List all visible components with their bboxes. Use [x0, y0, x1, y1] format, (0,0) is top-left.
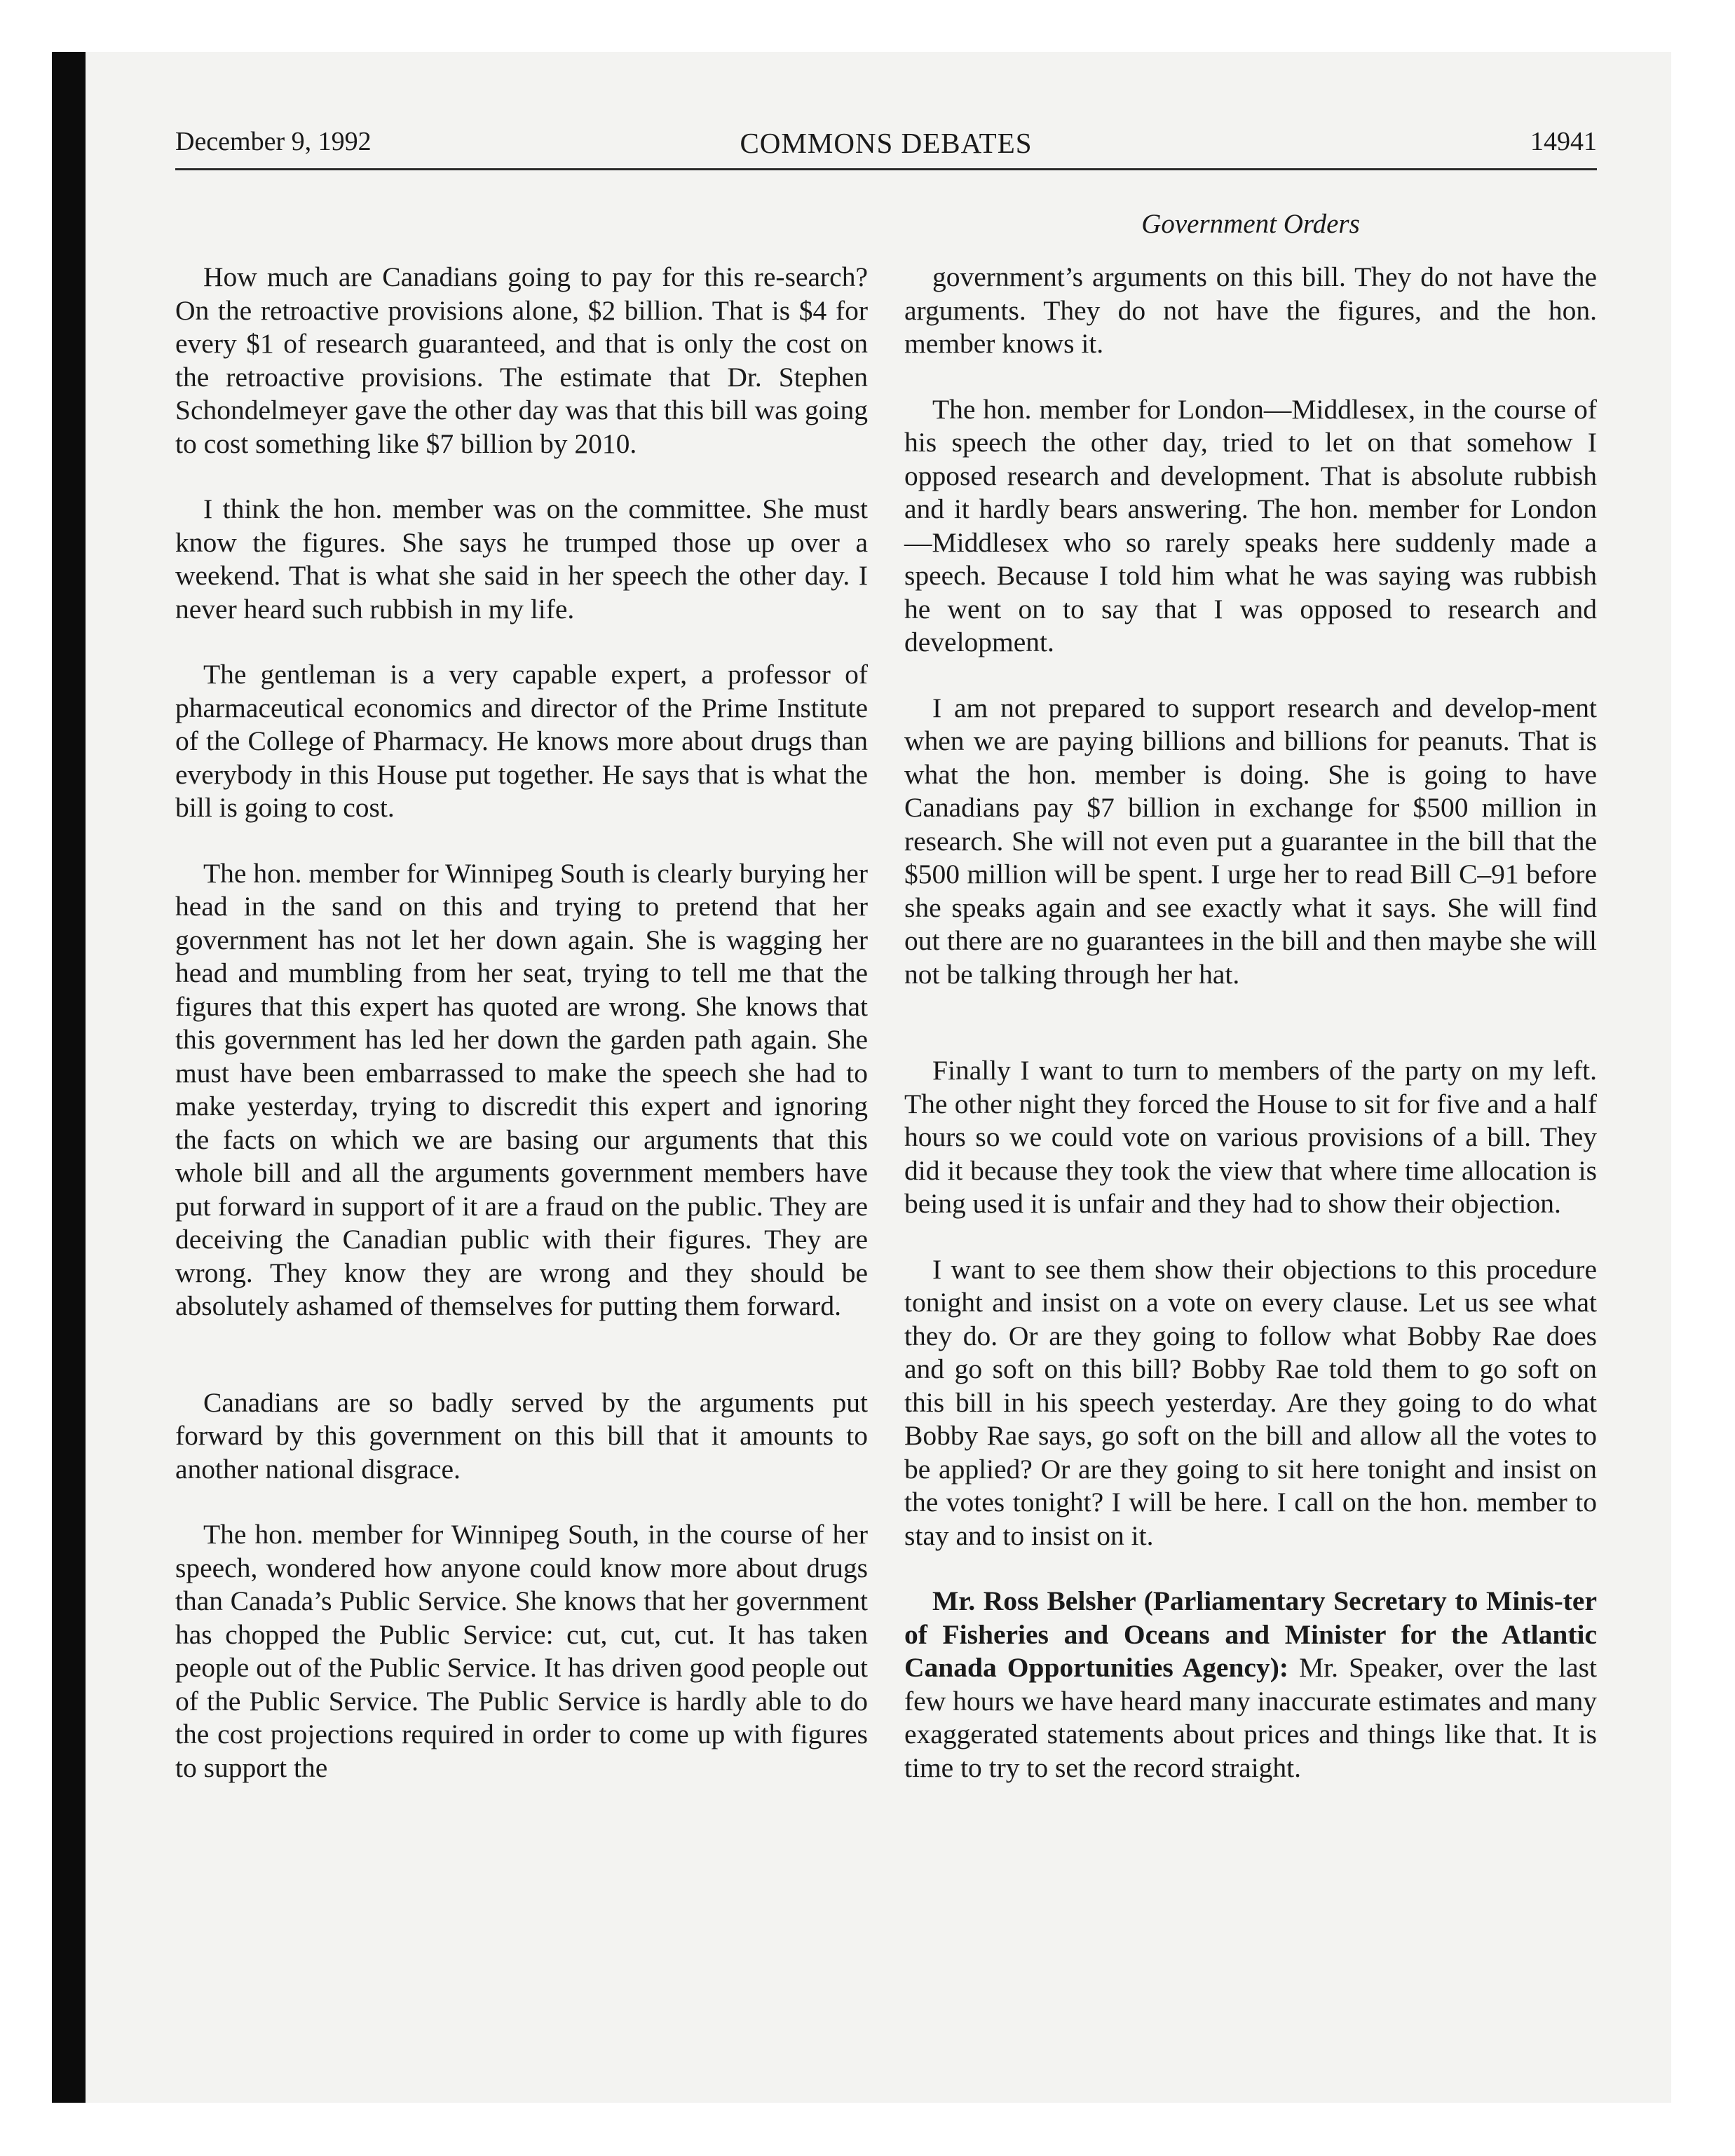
header-rule: [175, 168, 1597, 170]
section-label: Government Orders: [1141, 209, 1360, 239]
paragraph: government’s arguments on this bill. They do not have the arguments. They do not have the figures, and the hon. member knows it.: [904, 261, 1597, 359]
speaker-paragraph: [904, 1585, 1597, 1785]
left-column: [175, 261, 868, 1785]
paragraph: I am not prepared to support research and develop-ment when we are paying billions and billions for peanuts. That is what the hon. member is doing. She is going to have Canadians pay $7 billion in exchange for $500 million in research. She will not even put a guarantee in the bill that the $500 million will be spent. I urge her to read Bill C–91 before she speaks again and see exactly what it says. She will find out there are no guarantees in the bill and then maybe she will not be talking through her hat.: [904, 692, 1597, 990]
paragraph: I want to see them show their objections to this procedure tonight and insist on a vote on every clause. Let us see what they do. Or are they going to follow what Bobby Rae does and go soft on this bill? Bobby Rae told them to go soft on this bill in his speech yesterday. Are they going to do what Bobby Rae says, go soft on the bill and allow all the votes to be applied? Or are they going to sit here tonight and insist on the votes tonight? I will be here. I call on the hon. member to stay and to insist on it.: [904, 1253, 1597, 1551]
paragraph: The hon. member for Winnipeg South, in the course of her speech, wondered how anyone could know more about drugs than Canada’s Public Service. She knows that her government has chopped the Public Service: cut, cut, cut. It has taken people out of the Public Service. It has driven good people out of the Public Service. The Public Service is hardly able to do the cost projections required in order to come up with figures to support the: [175, 1519, 868, 1783]
paragraph: Finally I want to turn to members of the party on my left. The other night they forced the House to sit for five and a half hours so we could vote on various provisions of a bill. They did it because they took the view that where time allocation is being used it is unfair and they had to show their objection.: [904, 1055, 1597, 1219]
paragraph: The gentleman is a very capable expert, a professor of pharmaceutical economics and director of the Prime Institute of the College of Pharmacy. He knows more about drugs than everybody in this House put together. He says that is what the bill is going to cost.: [175, 659, 868, 823]
paragraph: I think the hon. member was on the committee. She must know the figures. She says he trumped those up over a weekend. That is what she said in her speech the other day. I never heard such rubbish in my life.: [175, 493, 868, 625]
speaker-name: Mr. Ross Belsher (Parliamentary Secretary to Minis-ter of Fisheries and Oceans and Minister for the Atlantic Canada Opportunities Agency):: [904, 1585, 1597, 1683]
header-page-number: 14941: [1530, 127, 1597, 156]
paragraph: How much are Canadians going to pay for this re-search? On the retroactive provisions alone, $2 billion. That is $4 for every $1 of research guaranteed, and that is only the cost on the retroactive provisions. The estimate that Dr. Stephen Schondelmeyer gave the other day was that this bill was going to cost something like $7 billion by 2010.: [175, 261, 868, 459]
header-title: COMMONS DEBATES: [740, 127, 1033, 159]
paragraph: The hon. member for Winnipeg South is clearly burying her head in the sand on this and trying to pretend that her government has not let her down again. She is wagging her head and mumbling from her seat, trying to tell me that the figures that this expert has quoted are wrong. She knows that this government has led her down the garden path again. She must have been embarrassed to make the speech she had to make yesterday, trying to discredit this expert and ignoring the facts on which we are basing our arguments that this whole bill and all the arguments government members have put forward in support of it are a fraud on the public. They are deceiving the Canadian public with their figures. They are wrong. They know they are wrong and they should be absolutely ashamed of themselves for putting them forward.: [175, 857, 868, 1321]
paragraph: Canadians are so badly served by the arguments put forward by this government on this bill that it amounts to another national disgrace.: [175, 1386, 868, 1485]
right-column: [904, 261, 1597, 1785]
paragraph: The hon. member for London—Middlesex, in the course of his speech the other day, tried to let on that somehow I opposed research and development. That is absolute rubbish and it hardly bears answering. The hon. member for London—Middlesex who so rarely speaks here suddenly made a speech. Because I told him what he was saying was rubbish he went on to say that I was opposed to research and development.: [904, 393, 1597, 657]
header-date: December 9, 1992: [175, 127, 372, 156]
scan-binding-edge: [52, 52, 86, 2103]
speaker-text: Mr. Speaker, over the last few hours we have heard many inaccurate estimates and many exaggerated statements about prices and things like that. It is time to try to set the record straight.: [904, 1652, 1598, 1783]
